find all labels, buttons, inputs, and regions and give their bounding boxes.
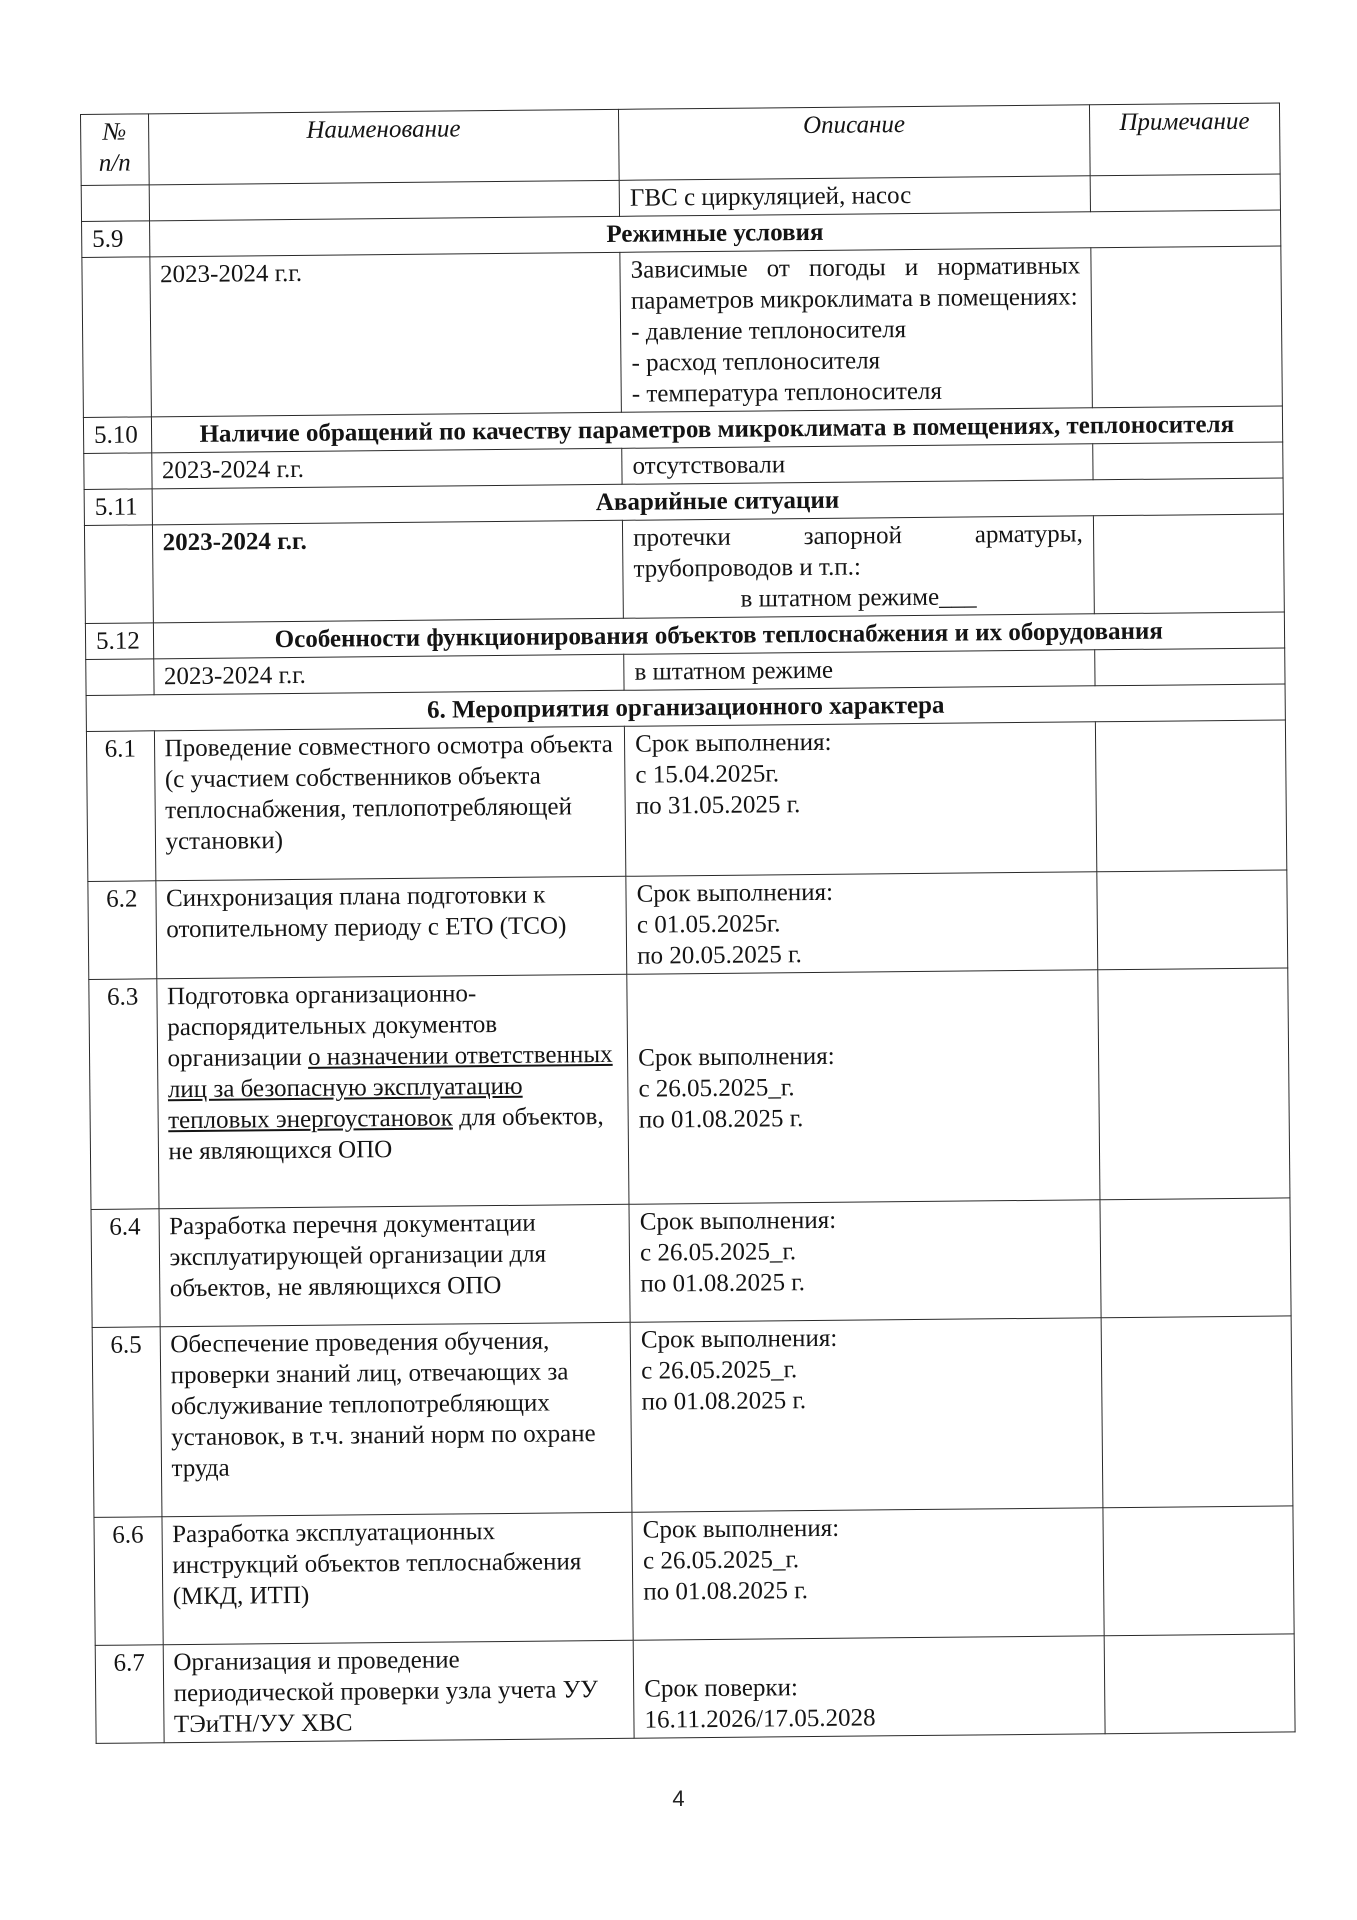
page-number: 4 bbox=[672, 1786, 685, 1811]
term-to: по 01.08.2025 г. bbox=[643, 1577, 809, 1606]
row-name: Разработка эксплуатационных инструкций объектов теплоснабжения (МКД, ИТП) bbox=[161, 1512, 633, 1645]
row-number: 5.11 bbox=[84, 489, 152, 526]
row-number: 6.4 bbox=[91, 1209, 160, 1328]
header-num: № п/п bbox=[81, 114, 149, 186]
section-title: Аварийные ситуации bbox=[152, 478, 1284, 525]
term-from: с 26.05.2025_г. bbox=[642, 1546, 800, 1575]
desc-text: протечки запорной арматуры, трубопроводов и т.п.: bbox=[633, 520, 1083, 583]
term-label: Срок поверки: bbox=[644, 1674, 799, 1703]
section-title: Режимные условия bbox=[149, 210, 1281, 257]
section-title: Наличие обращений по качеству параметров микроклимата в помещениях, теплоносителя bbox=[151, 406, 1283, 453]
row-number: 5.9 bbox=[82, 221, 150, 258]
row-name-part: Подготовка организационно-распорядительных документов организации bbox=[166, 980, 498, 1073]
table-row bbox=[89, 968, 1290, 1209]
row-name: Организация и проведение периодической проверки узла учета УУ ТЭиТН/УУ ХВС bbox=[163, 1640, 635, 1743]
row-number: 5.10 bbox=[83, 417, 151, 454]
row-name-part: для объектов, не являющихся ОПО bbox=[168, 1103, 604, 1166]
table-header-row bbox=[81, 103, 1281, 186]
term-to: по 31.05.2025 г. bbox=[635, 791, 801, 820]
term-to: по 01.08.2025 г. bbox=[641, 1387, 807, 1416]
term-label: Срок выполнения: bbox=[642, 1514, 840, 1544]
list-item: - расход теплоносителя bbox=[631, 347, 881, 377]
term-label: Срок выполнения: bbox=[638, 1042, 835, 1072]
section-6-title: 6. Мероприятия организационного характера bbox=[86, 684, 1285, 732]
row-desc: отсутствовали bbox=[622, 444, 1093, 485]
term-from: с 26.05.2025_г. bbox=[639, 1238, 797, 1267]
term-to: по 01.08.2025 г. bbox=[638, 1105, 804, 1134]
row-number: 6.2 bbox=[88, 881, 156, 980]
term-from: с 15.04.2025г. bbox=[635, 760, 780, 789]
desc-intro: Зависимые от погоды и нормативных параметров микроклимата в помещениях: bbox=[630, 252, 1081, 315]
header-note: Примечание bbox=[1089, 103, 1280, 176]
table-row bbox=[84, 514, 1284, 624]
table-row bbox=[92, 1316, 1293, 1518]
list-item: - давление теплоносителя bbox=[631, 316, 907, 346]
term-label: Срок выполнения: bbox=[640, 1324, 838, 1354]
header-desc: Описание bbox=[619, 105, 1090, 181]
row-name: Проведение совместного осмотра объекта (с участием собственников объекта теплоснабжения, теплопотребляющей установки) bbox=[154, 726, 626, 881]
row-desc bbox=[620, 248, 1092, 413]
table-row bbox=[88, 870, 1288, 980]
period: 2023-2024 г.г. bbox=[151, 448, 622, 489]
row-term bbox=[632, 1508, 1104, 1641]
row-number: 6.5 bbox=[92, 1327, 161, 1518]
section-title: Особенности функционирования объектов теплоснабжения и их оборудования bbox=[153, 612, 1285, 659]
row-term bbox=[627, 970, 1100, 1205]
row-name-underlined: о назначении ответственных лиц за безопасную эксплуатацию тепловых энергоустановок bbox=[167, 1040, 613, 1135]
status-text: в штатном режиме___ bbox=[740, 583, 977, 613]
row-number: 5.12 bbox=[85, 623, 153, 660]
row-name: Обеспечение проведения обучения, проверки знаний лиц, отвечающих за обслуживание теплопотребляющих установок, в т.ч. знаний норм по охране труда bbox=[160, 1322, 632, 1517]
period: 2023-2024 г.г. bbox=[149, 252, 621, 417]
header-name: Наименование bbox=[148, 109, 619, 185]
row-name: Разработка перечня документации эксплуатирующей организации для объектов, не являющихся ОПО bbox=[159, 1204, 631, 1327]
table-row bbox=[91, 1198, 1291, 1328]
term-label: Срок выполнения: bbox=[639, 1206, 837, 1236]
term-label: Срок выполнения: bbox=[636, 878, 834, 908]
row-name: Синхронизация плана подготовки к отопительному периоду с ЕТО (ТСО) bbox=[155, 876, 627, 979]
table-row bbox=[95, 1634, 1295, 1744]
measures-table bbox=[80, 102, 1296, 1743]
period: 2023-2024 г.г. bbox=[153, 654, 624, 695]
row-term bbox=[630, 1318, 1102, 1513]
row-number: 6.7 bbox=[95, 1645, 163, 1744]
table-row bbox=[94, 1506, 1294, 1646]
term-from: 16.11.2026/17.05.2028 bbox=[644, 1704, 876, 1734]
row-term bbox=[629, 1200, 1101, 1323]
row-term bbox=[626, 872, 1098, 975]
row-number: 6.3 bbox=[89, 979, 159, 1210]
row-term bbox=[625, 722, 1097, 877]
term-from: с 01.05.2025г. bbox=[636, 910, 781, 939]
carry-desc: ГВС с циркуляцией, насос bbox=[619, 176, 1090, 217]
term-to: по 01.08.2025 г. bbox=[640, 1269, 806, 1298]
term-from: с 26.05.2025_г. bbox=[638, 1074, 795, 1103]
term-to: по 20.05.2025 г. bbox=[637, 941, 802, 970]
row-name bbox=[156, 974, 629, 1209]
row-desc: в штатном режиме bbox=[624, 650, 1095, 691]
row-number: 6.6 bbox=[94, 1517, 163, 1646]
list-item: - температура теплоносителя bbox=[631, 377, 943, 408]
term-from: с 26.05.2025_г. bbox=[641, 1356, 798, 1385]
period: 2023-2024 г.г. bbox=[152, 520, 624, 623]
row-number: 6.1 bbox=[86, 731, 155, 882]
term-label: Срок выполнения: bbox=[635, 728, 832, 758]
row-desc bbox=[623, 516, 1095, 619]
table-row bbox=[82, 246, 1282, 418]
table-row bbox=[86, 720, 1286, 882]
row-term bbox=[633, 1636, 1105, 1739]
